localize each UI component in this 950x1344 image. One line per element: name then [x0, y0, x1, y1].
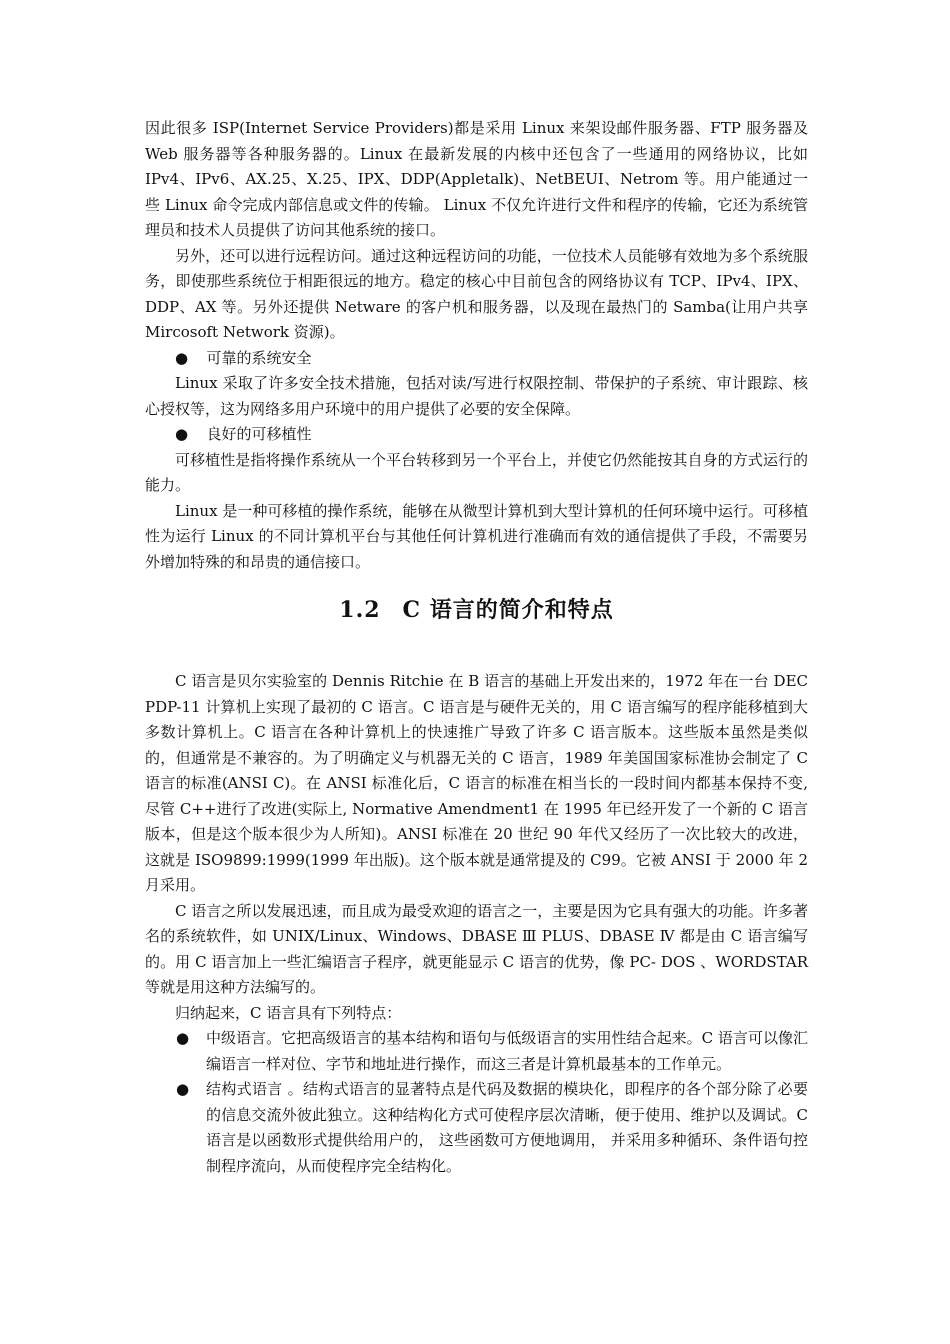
bullet-security: [145, 346, 808, 372]
paragraph-c-history: C 语言是贝尔实验室的 Dennis Ritchie 在 B 语言的基础上开发出来的，1972 年在一台 DEC PDP-11 计算机上实现了最初的 C 语言。C 语言是与硬件无关的，用 C 语言编写的程序能移植到大多数计算机上。C 语言在各种计算机上的快速推广导致了许多 C 语言版本。这些版本虽然是类似的，但通常是不兼容的。为了明确定义与机器无关的 C 语言，1989 年美国国家标准协会制定了 C 语言的标准(ANSI C)。在 ANSI 标准化后，C 语言的标准在相当长的一段时间内都基本保持不变, 尽管 C++进行了改进(实际上, Normative Amendment1 在 1995 年已经开发了一个新的 C 语言版本，但是这个版本很少为人所知)。ANSI 标准在 20 世纪 90 年代又经历了一次比较大的改进，这就是 ISO9899:1999(1999 年出版)。这个版本就是通常提及的 C99。它被 ANSI 于 2000 年 2 月采用。: [145, 672, 808, 894]
section-heading: [145, 595, 808, 625]
bullet-portability: [145, 422, 808, 448]
list-item-mid-level: [145, 1026, 808, 1077]
section-title: C 语言的简介和特点: [402, 597, 614, 623]
paragraph-portability-linux: Linux 是一种可移植的操作系统，能够在从微型计算机到大型计算机的任何环境中运行。可移植性为运行 Linux 的不同计算机平台与其他任何计算机进行准确而有效的通信提供了手段，不需要另外增加特殊的和昂贵的通信接口。: [145, 501, 808, 571]
paragraph-remote-access: 另外，还可以进行远程访问。通过这种远程访问的功能，一位技术人员能够有效地为多个系统服务，即使那些系统位于相距很远的地方。稳定的核心中目前包含的网络协议有 TCP、IPv4、IPX、DDP、AX 等。另外还提供 Netware 的客户机和服务器，以及现在最热门的 Samba(让用户共享 Mircosoft Network 资源)。: [145, 246, 808, 341]
paragraph-c-summary: 归纳起来，C 语言具有下列特点：: [175, 1003, 402, 1022]
paragraph-networking: 因此很多 ISP(Internet Service Providers)都是采用 Linux 来架设邮件服务器、FTP 服务器及 Web 服务器等各种服务器的。Linux 在最新发展的内核中还包含了一些通用的网络协议，比如 IPv4、IPv6、AX.25、X.25、IPX、DDP(Appletalk)、NetBEUI、Netrom 等。用户能通过一些 Linux 命令完成内部信息或文件的传输。 Linux 不仅允许进行文件和程序的传输，它还为系统管理员和技术人员提供了访问其他系统的接口。: [145, 119, 808, 239]
bullet-security-label: 可靠的系统安全: [206, 348, 312, 367]
bullet-marker: ●: [176, 1080, 190, 1098]
list-item-text: 中级语言。它把高级语言的基本结构和语句与低级语言的实用性结合起来。C 语言可以像汇编语言一样对位、字节和地址进行操作，而这三者是计算机最基本的工作单元。: [206, 1029, 808, 1073]
document-page: [145, 116, 808, 1179]
list-item-text: 结构式语言 。结构式语言的显著特点是代码及数据的模块化，即程序的各个部分除了必要的信息交流外彼此独立。这种结构化方式可使程序层次清晰，便于使用、维护以及调试。C 语言是以函数形式提供给用户的， 这些函数可方便地调用， 并采用多种循环、条件语句控制程序流向，从而使程序完全结构化。: [206, 1080, 808, 1175]
bullet-marker: ●: [175, 348, 189, 367]
paragraph-security: Linux 采取了许多安全技术措施，包括对读/写进行权限控制、带保护的子系统、审计跟踪、核心授权等，这为网络多用户环境中的用户提供了必要的安全保障。: [145, 374, 808, 418]
paragraph-portability-definition: 可移植性是指将操作系统从一个平台转移到另一个平台上，并使它仍然能按其自身的方式运行的能力。: [145, 450, 808, 494]
paragraph-c-popularity: C 语言之所以发展迅速，而且成为最受欢迎的语言之一，主要是因为它具有强大的功能。许多著名的系统软件，如 UNIX/Linux、Windows、DBASE Ⅲ PLUS、DBASE Ⅳ 都是由 C 语言编写的。用 C 语言加上一些汇编语言子程序，就更能显示 C 语言的优势，像 PC- DOS 、WORDSTAR 等就是用这种方法编写的。: [145, 901, 808, 996]
list-item-structured: [145, 1077, 808, 1179]
bullet-portability-label: 良好的可移植性: [206, 425, 312, 443]
bullet-marker: ●: [176, 1029, 190, 1047]
bullet-marker: ●: [175, 425, 189, 443]
section-number: 1.2: [339, 597, 381, 623]
